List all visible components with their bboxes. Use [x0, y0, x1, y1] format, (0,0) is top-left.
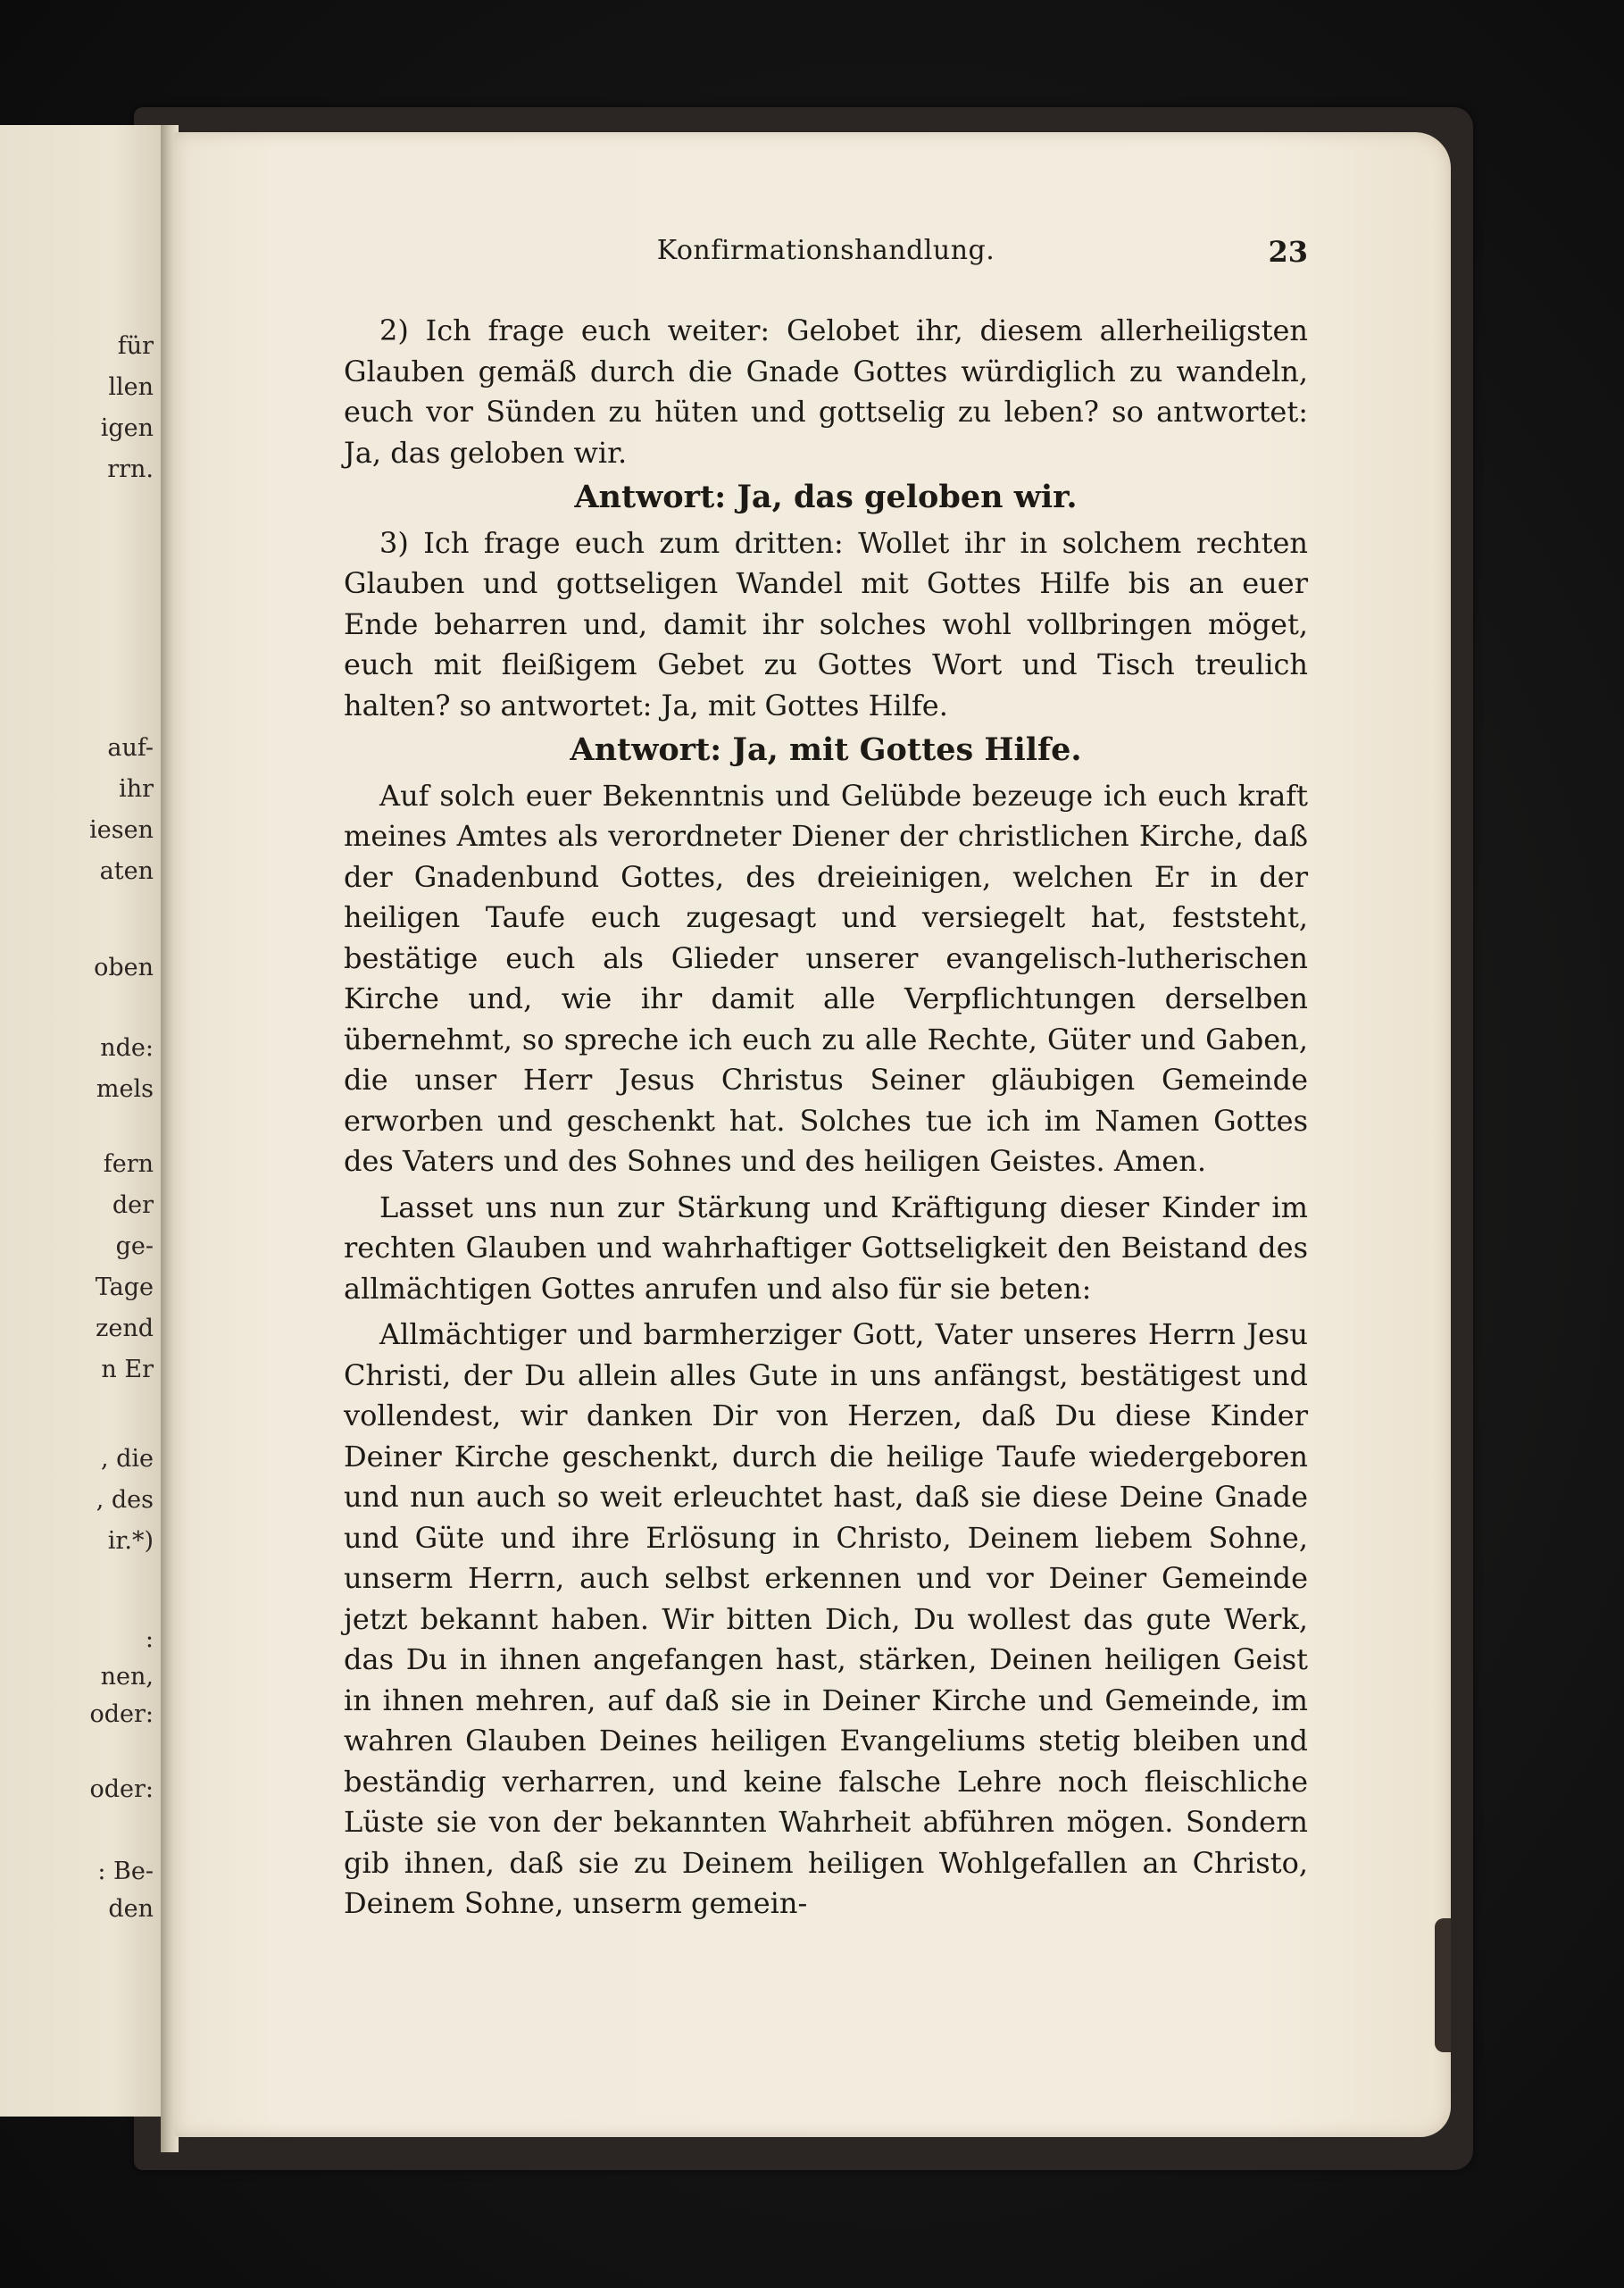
answer-3: Antwort: Ja, mit Gottes Hilfe. — [570, 731, 1082, 768]
left-page-fragment: aten — [99, 857, 154, 885]
left-page-fragment: Tage — [95, 1273, 154, 1301]
left-page-fragment: fern — [103, 1150, 154, 1178]
left-page-fragment: ihr — [119, 775, 154, 803]
left-page-fragment: : — [145, 1625, 154, 1653]
left-page-fragment: mels — [96, 1075, 154, 1103]
page-header — [344, 235, 1308, 280]
left-page-fragment: llen — [108, 373, 154, 401]
left-page-fragment: oder: — [89, 1700, 154, 1728]
left-page-fragment: igen — [100, 414, 154, 442]
left-page-fragment: ir.*) — [107, 1527, 154, 1555]
left-page-fragment: zend — [96, 1315, 154, 1342]
running-head: Konfirmationshandlung. — [656, 235, 995, 266]
left-page — [0, 125, 161, 2117]
left-page-fragment: oben — [94, 954, 154, 981]
left-page-fragment: der — [112, 1191, 154, 1219]
left-page-fragment: nde: — [100, 1034, 154, 1062]
invitation-paragraph: Lasset uns nun zur Stärkung und Kräftigung dieser Kinder im rechten Glauben und wahrhaftiger Gottseligkeit den Beistand des allmächtigen Gottes anrufen und also für sie beten: — [344, 1190, 1308, 1306]
left-page-fragment: rrn. — [107, 455, 154, 483]
page-text — [344, 311, 1308, 1925]
declaration-paragraph: Auf solch euer Bekenntnis und Gelübde bezeuge ich euch kraft meines Amtes als verordneter Diener der christlichen Kirche, daß der Gnadenbund Gottes, des dreieinigen, welchen Er in der heiligen Taufe euch zugesagt und versiegelt hat, feststeht, bestätige euch als Glieder unserer evangelisch-lutherischen Kirche und, wie ihr damit alle Verpflichtungen derselben übernehmt, so spreche ich euch zu alle Rechte, Güter und Gaben, die unser Herr Jesus Christus Seiner gläubigen Gemeinde erworben und geschenkt hat. Solches tue ich im Namen Gottes des Vaters und des Sohnes und des heiligen Geistes. Amen. — [344, 778, 1308, 1178]
question-3: 3) Ich frage euch zum dritten: Wollet ihr in solchem rechten Glauben und gottseligen Wandel mit Gottes Hilfe bis an euer Ende beharren und, damit ihr solches wohl vollbringen möget, euch mit fleißigem Gebet zu Gottes Wort und Tisch treulich halten? so antwortet: Ja, mit Gottes Hilfe. — [344, 525, 1308, 722]
answer-2: Antwort: Ja, das geloben wir. — [574, 479, 1078, 515]
prayer-paragraph: Allmächtiger und barmherziger Gott, Vater unseres Herrn Jesu Christi, der Du allein alles Gute in uns anfängst, bestätigest und vollendest, wir danken Dir von Herzen, daß Du diese Kinder Deiner Kirche geschenkt, durch die heilige Taufe wiedergeboren und nun auch so weit erleuchtet hast, daß sie diese Deine Gnade und Güte und ihre Erlösung in Christo, Deinem liebem Sohne, unserm Herrn, auch selbst erkennen und vor Deiner Gemeinde jetzt bekannt haben. Wir bitten Dich, Du wollest das gute Werk, das Du in ihnen angefangen hast, stärken, Deinen heiligen Geist in ihnen mehren, auf daß sie in Deiner Kirche und Gemeinde, im wahren Glauben Deines heiligen Evangeliums stetig bleiben und beständig verharren, und keine falsche Lehre noch fleischliche Lüste sie von der bekannten Wahrheit abführen mögen. Sondern gib ihnen, daß sie zu Deinem heiligen Wohlgefallen an Christo, Deinem Sohne, unserm gemein- — [344, 1317, 1308, 1920]
left-page-fragment: oder: — [89, 1775, 154, 1803]
left-page-fragment: den — [108, 1895, 154, 1923]
left-page-fragment: nen, — [100, 1663, 154, 1691]
left-page-fragment: n Er — [101, 1356, 154, 1383]
left-page-fragment: , des — [96, 1486, 154, 1514]
right-page — [174, 132, 1451, 2137]
left-page-fragment: auf- — [107, 734, 154, 762]
page-number: 23 — [1268, 235, 1308, 269]
torn-page-edge — [1435, 1918, 1451, 2052]
left-page-fragment: ge- — [115, 1232, 154, 1260]
question-2: 2) Ich frage euch weiter: Gelobet ihr, diesem allerheiligsten Glauben gemäß durch die Gnade Gottes würdiglich zu wandeln, euch vor Sünden zu hüten und gottselig zu leben? so antwortet: Ja, das geloben wir. — [344, 313, 1308, 470]
left-page-fragment: iesen — [89, 816, 154, 844]
left-page-fragment: : Be- — [97, 1858, 154, 1885]
left-page-fragment: , die — [100, 1445, 154, 1473]
left-page-fragment: für — [117, 332, 154, 360]
